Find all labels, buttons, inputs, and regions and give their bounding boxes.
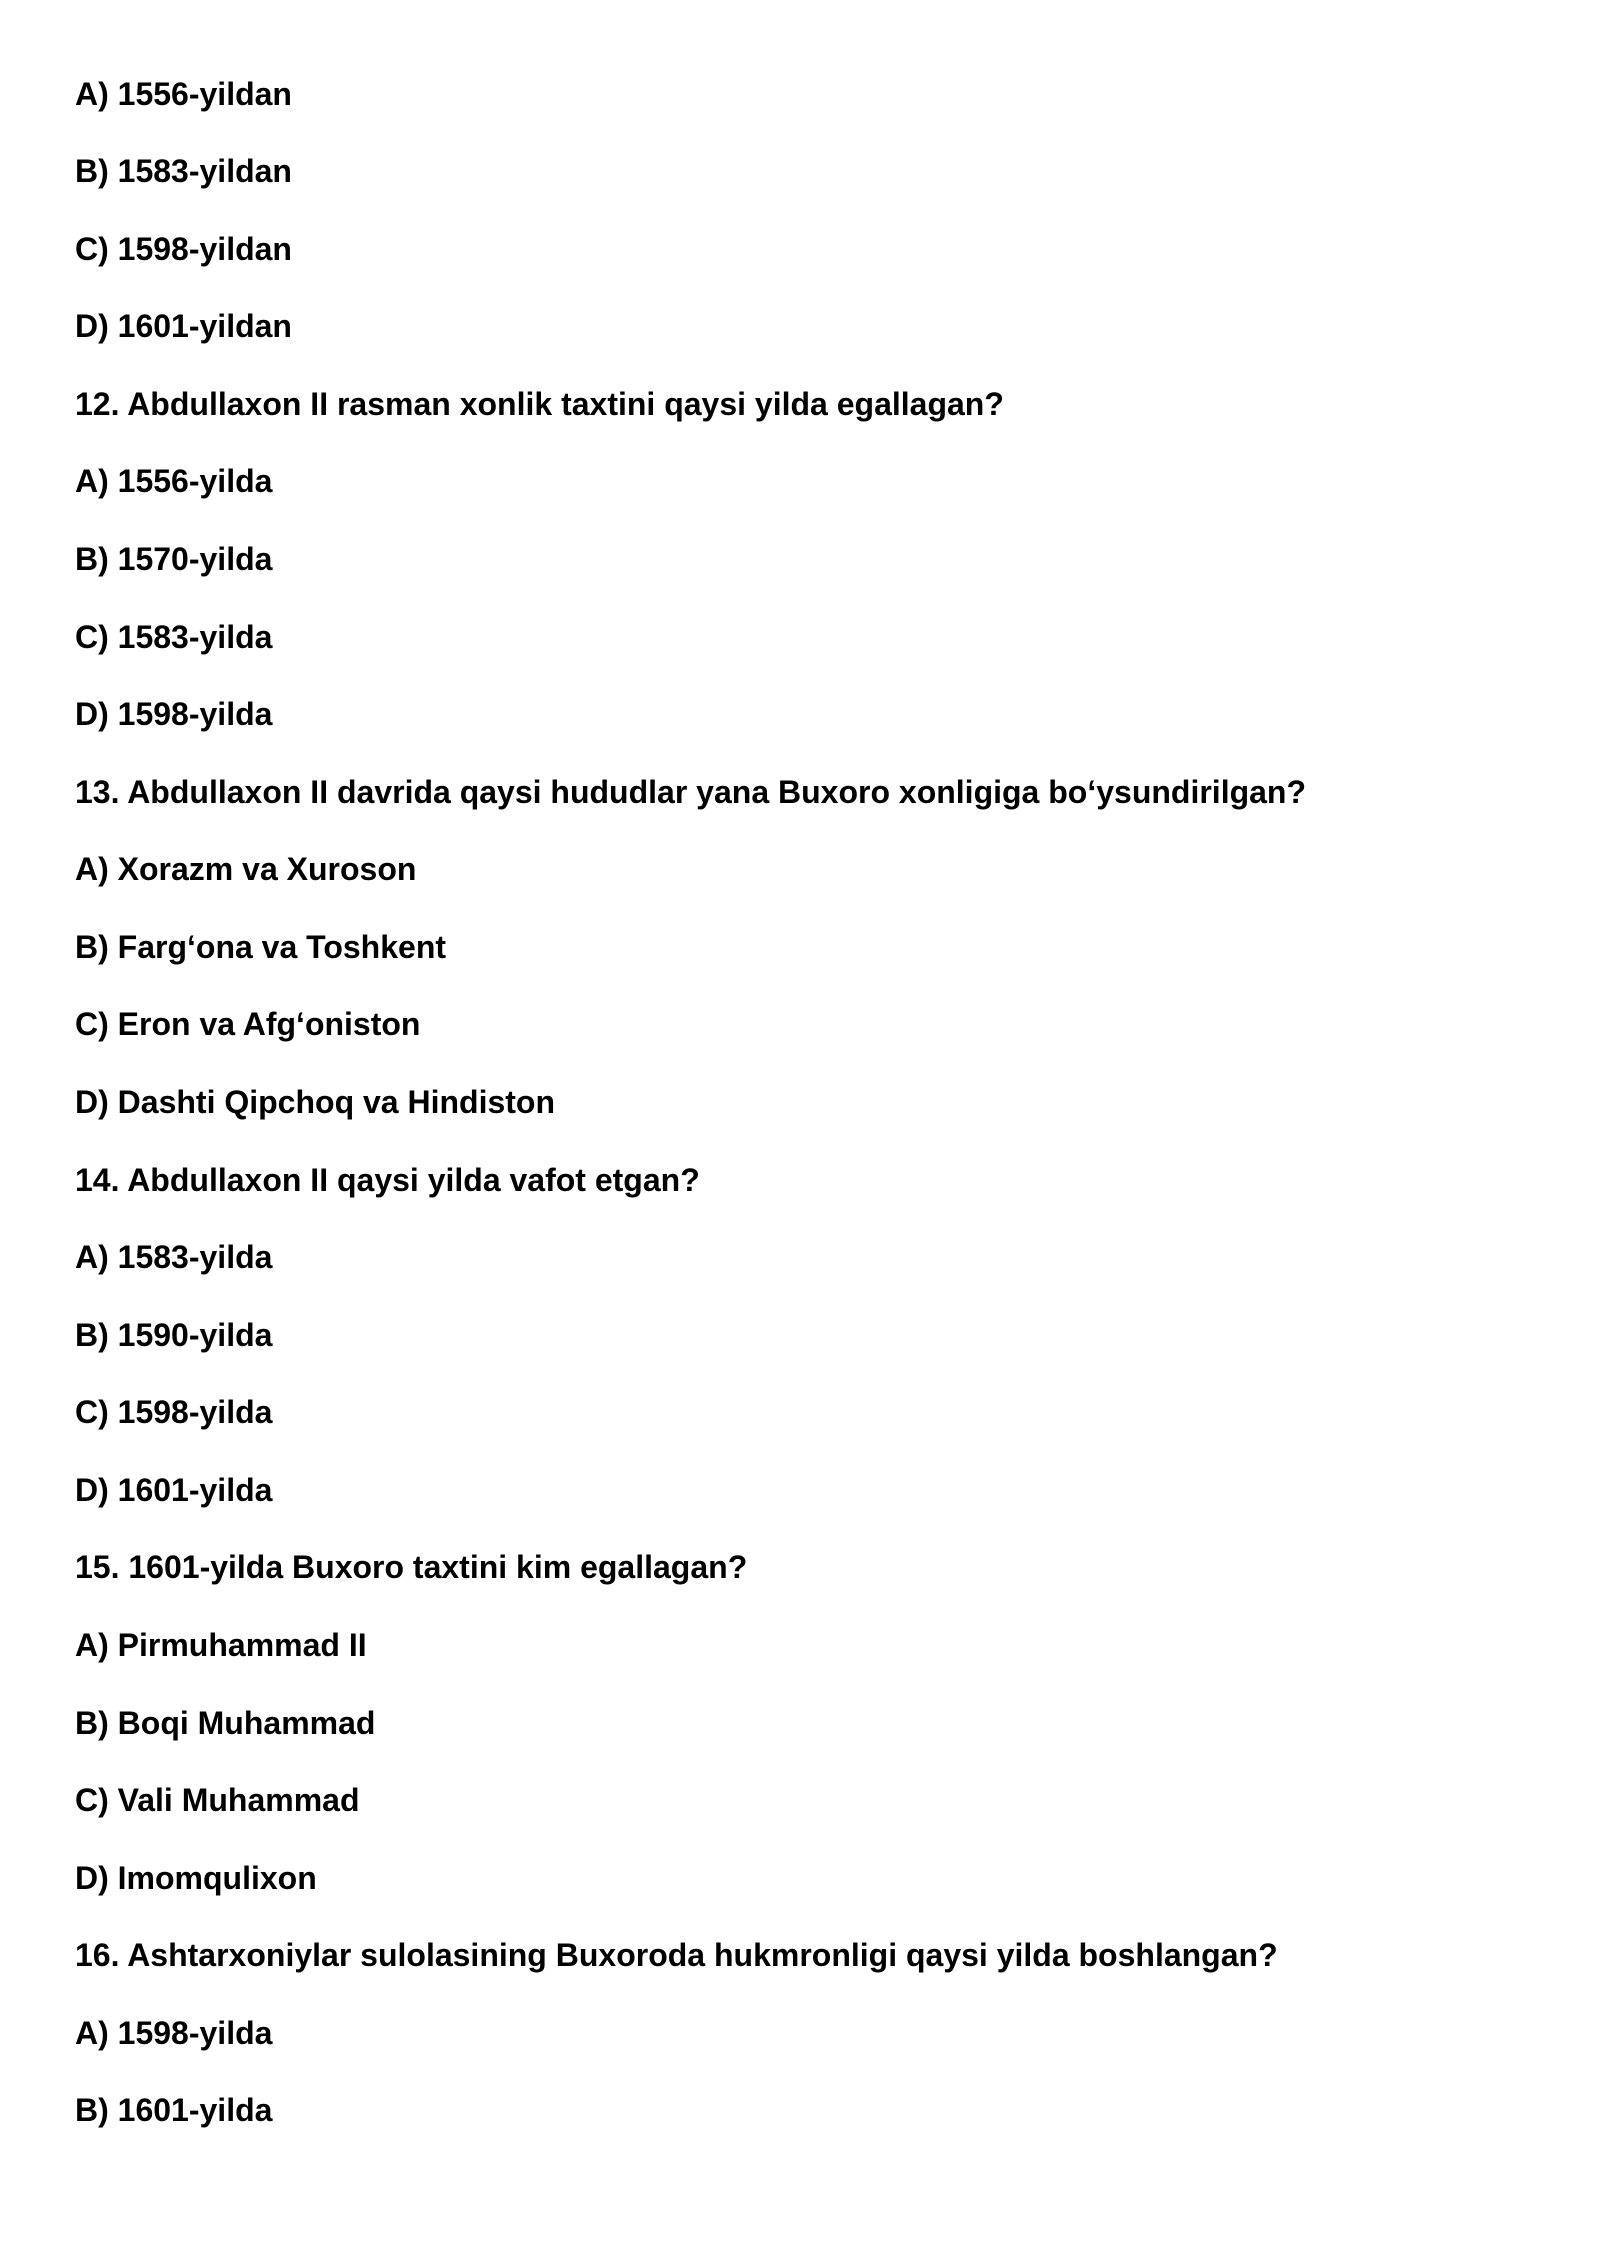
answer-option: C) 1583-yilda [75, 619, 273, 655]
answer-option: D) 1601-yilda [75, 1472, 273, 1508]
answer-option: C) Eron va Afg‘oniston [75, 1006, 421, 1042]
answer-option: B) 1583-yildan [75, 153, 292, 189]
answer-option: A) 1556-yildan [75, 76, 292, 112]
answer-option: A) Pirmuhammad II [75, 1627, 367, 1663]
question-text: 16. Ashtarxoniylar sulolasining Buxoroda hukmronligi qaysi yilda boshlangan? [75, 1937, 1278, 1973]
question-text: 13. Abdullaxon II davrida qaysi hududlar yana Buxoro xonligiga bo‘ysundirilgan? [75, 774, 1307, 810]
answer-option: C) 1598-yildan [75, 231, 292, 267]
answer-option: A) 1556-yilda [75, 463, 273, 499]
question-text: 15. 1601-yilda Buxoro taxtini kim egallagan? [75, 1549, 748, 1585]
answer-option: D) Imomqulixon [75, 1860, 317, 1896]
question-text: 14. Abdullaxon II qaysi yilda vafot etgan? [75, 1162, 700, 1198]
answer-option: B) 1601-yilda [75, 2092, 273, 2128]
answer-option: B) Boqi Muhammad [75, 1705, 376, 1741]
answer-option: D) Dashti Qipchoq va Hindiston [75, 1084, 556, 1120]
answer-option: A) 1583-yilda [75, 1239, 273, 1275]
answer-option: B) Farg‘ona va Toshkent [75, 929, 447, 965]
answer-option: B) 1590-yilda [75, 1317, 273, 1353]
answer-option: D) 1601-yildan [75, 308, 292, 344]
answer-option: A) Xorazm va Xuroson [75, 851, 417, 887]
answer-option: B) 1570-yilda [75, 541, 273, 577]
answer-option: C) 1598-yilda [75, 1394, 273, 1430]
answer-option: A) 1598-yilda [75, 2015, 273, 2051]
question-text: 12. Abdullaxon II rasman xonlik taxtini qaysi yilda egallagan? [75, 386, 1004, 422]
answer-option: C) Vali Muhammad [75, 1782, 360, 1818]
answer-option: D) 1598-yilda [75, 696, 273, 732]
